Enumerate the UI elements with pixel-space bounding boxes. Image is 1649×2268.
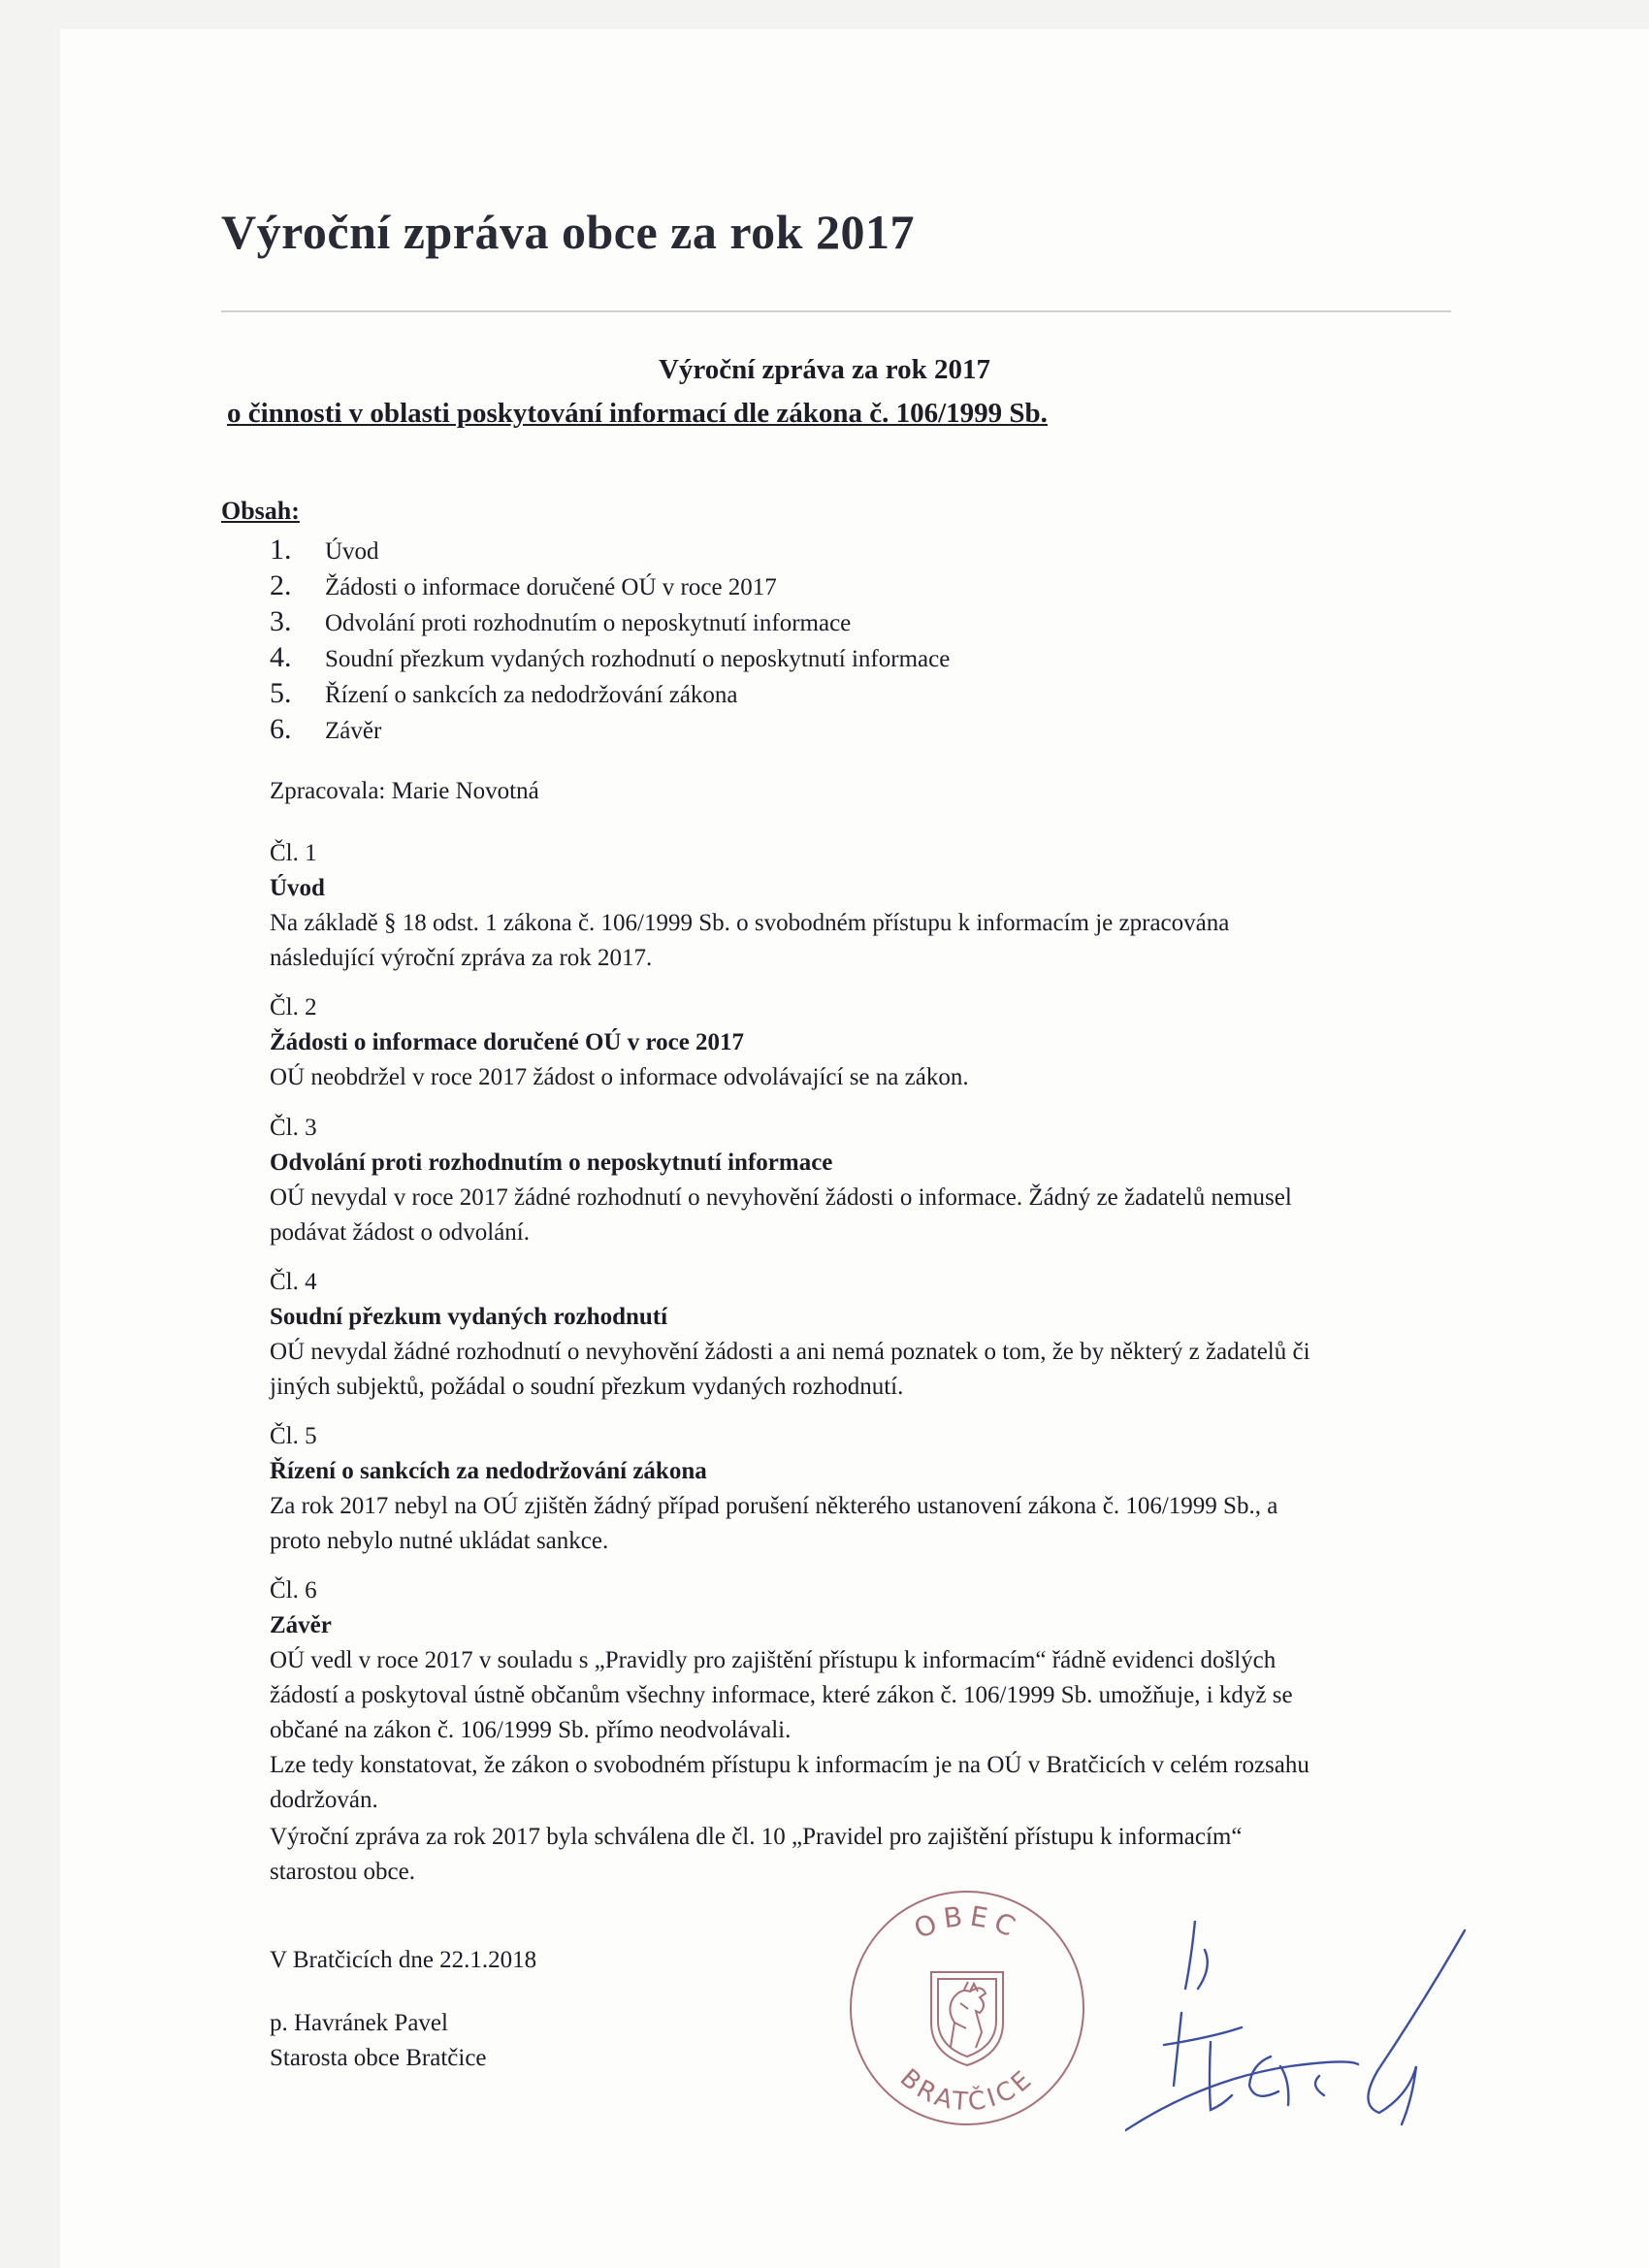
approval-note	[270, 1820, 1242, 1890]
report-subtitle-underlined: o činnosti v oblasti poskytování informací dle zákona č. 106/1999 Sb.	[227, 398, 1048, 429]
article-number: Čl. 5	[270, 1423, 317, 1449]
toc-item-label: Odvolání proti rozhodnutím o neposkytnutí informace	[325, 610, 852, 636]
toc-heading: Obsah:	[221, 497, 300, 525]
article-heading: Soudní přezkum vydaných rozhodnutí	[270, 1304, 668, 1330]
approval-line: starostou obce.	[270, 1859, 415, 1885]
stamp-bottom-text: BRATČICE	[893, 2063, 1041, 2118]
place-date: V Bratčicích dne 22.1.2018	[270, 1947, 537, 1973]
signatory-role: Starosta obce Bratčice	[270, 2045, 487, 2071]
toc-item-number: 6.	[270, 713, 292, 745]
prepared-by: Zpracovala: Marie Novotná	[270, 778, 539, 804]
article-text-line: žádostí a poskytoval ústně občanům všechny informace, které zákon č. 106/1999 Sb. umožňuje, i když se	[270, 1682, 1293, 1708]
article-heading: Žádosti o informace doručené OÚ v roce 2017	[270, 1029, 745, 1055]
report-subtitle: Výroční zpráva za rok 2017	[658, 354, 991, 385]
article-text-line: OÚ nevydal v roce 2017 žádné rozhodnutí o nevyhovění žádosti o informace. Žádný ze žadatelů nemusel	[270, 1184, 1292, 1211]
toc-item-number: 4.	[270, 641, 292, 673]
toc-item	[270, 567, 950, 603]
toc-item-number: 2.	[270, 569, 292, 601]
toc-item-label: Řízení o sankcích za nedodržování zákona	[325, 682, 738, 708]
toc-item	[270, 532, 950, 567]
article-text-line: Na základě § 18 odst. 1 zákona č. 106/1999 Sb. o svobodném přístupu k informacím je zpracována	[270, 910, 1230, 936]
toc-item-number: 3.	[270, 605, 292, 637]
toc-item-number: 1.	[270, 534, 292, 566]
article-number: Čl. 1	[270, 840, 317, 866]
toc-item-number: 5.	[270, 677, 292, 709]
article-1	[270, 836, 1229, 976]
toc-item-label: Soudní přezkum vydaných rozhodnutí o neposkytnutí informace	[325, 646, 951, 672]
toc-item-label: Úvod	[325, 538, 379, 565]
table-of-contents	[270, 532, 950, 747]
toc-item-label: Žádosti o informace doručené OÚ v roce 2017	[325, 574, 777, 600]
article-text-line: dodržován.	[270, 1787, 378, 1813]
article-text-line: občané na zákon č. 106/1999 Sb. přímo neodvolávali.	[270, 1717, 792, 1743]
article-heading: Řízení o sankcích za nedodržování zákona	[270, 1458, 707, 1484]
article-heading: Odvolání proti rozhodnutím o neposkytnutí informace	[270, 1150, 833, 1176]
article-5	[270, 1419, 1277, 1559]
article-text-line: OÚ neobdržel v roce 2017 žádost o informace odvolávající se na zákon.	[270, 1064, 969, 1090]
article-heading: Úvod	[270, 875, 325, 901]
municipal-stamp	[846, 1887, 1088, 2129]
article-4	[270, 1265, 1310, 1405]
toc-item	[270, 603, 950, 639]
article-text-line: Za rok 2017 nebyl na OÚ zjištěn žádný případ porušení některého ustanovení zákona č. 106/1999 Sb., a	[270, 1493, 1278, 1519]
article-6	[270, 1573, 1310, 1818]
article-text-line: jiných subjektů, požádal o soudní přezkum vydaných rozhodnutí.	[270, 1374, 904, 1400]
article-text-line: následující výroční zpráva za rok 2017.	[270, 945, 653, 971]
article-heading: Závěr	[270, 1612, 332, 1638]
article-3	[270, 1111, 1292, 1250]
coat-of-arms-icon	[931, 1972, 1003, 2065]
article-number: Čl. 2	[270, 994, 317, 1021]
approval-line: Výroční zpráva za rok 2017 byla schválena dle čl. 10 „Pravidel pro zajištění přístupu k informacím“	[270, 1824, 1243, 1850]
stamp-top-text: OBEC	[909, 1899, 1026, 1946]
article-2	[270, 990, 969, 1095]
toc-item	[270, 711, 950, 747]
toc-item	[270, 675, 950, 711]
title-divider	[221, 310, 1451, 312]
toc-item	[270, 639, 950, 675]
article-number: Čl. 4	[270, 1269, 317, 1295]
article-text-line: podávat žádost o odvolání.	[270, 1219, 530, 1246]
article-text-line: Lze tedy konstatovat, že zákon o svobodném přístupu k informacím je na OÚ v Bratčicích v celém rozsahu	[270, 1752, 1310, 1778]
article-number: Čl. 3	[270, 1115, 317, 1141]
article-text-line: proto nebylo nutné ukládat sankce.	[270, 1528, 609, 1554]
document-title: Výroční zpráva obce za rok 2017	[221, 205, 915, 259]
article-text-line: OÚ nevydal žádné rozhodnutí o nevyhovění žádosti a ani nemá poznatek o tom, že by některý z žadatelů či	[270, 1339, 1310, 1365]
article-number: Čl. 6	[270, 1577, 317, 1604]
handwritten-signature	[1125, 1921, 1552, 2163]
signatory-block	[270, 2006, 487, 2076]
toc-item-label: Závěr	[325, 718, 382, 744]
signatory-name: p. Havránek Pavel	[270, 2010, 448, 2036]
article-text-line: OÚ vedl v roce 2017 v souladu s „Pravidly pro zajištění přístupu k informacím“ řádně evidenci došlých	[270, 1647, 1277, 1673]
